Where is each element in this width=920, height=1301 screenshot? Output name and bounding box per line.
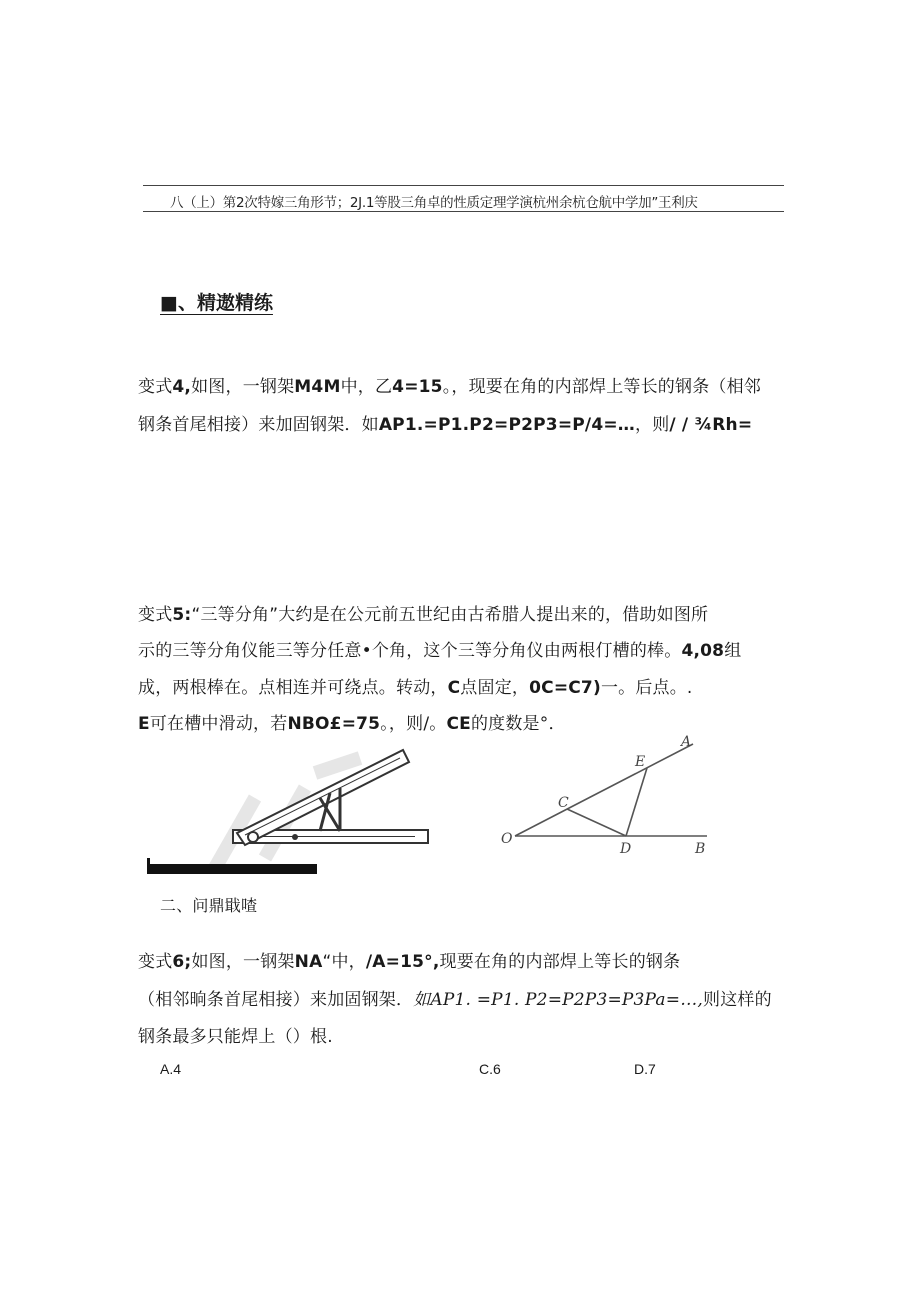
segment-ed <box>626 768 647 836</box>
q4-line-1: 变式4,如图，一钢架M4M中，乙4=15。，现要在角的内部焊上等长的钢条（相邻 <box>138 377 762 397</box>
q5-line-3: 成，两根棒在。点相连并可绕点。转动，C点固定，0C=C7)一。后点。. <box>138 678 693 698</box>
q5-line-1: 变式5:“三等分角”大约是在公元前五世纪由古希腊人提出来的，借助如图所 <box>138 605 709 625</box>
pivot-o <box>248 832 258 842</box>
q6-line-1: 变式6;如图，一钢架NA“中，/A=15°,现要在角的内部焊上等长的钢条 <box>138 952 681 972</box>
section-title-1: ■、精遨精练 <box>160 292 273 314</box>
option-d: D.7 <box>634 1061 656 1077</box>
option-a: A.4 <box>160 1061 182 1077</box>
label-d: D <box>620 841 632 857</box>
q5-line-2: 示的三等分角仪能三等分任意•个角，这个三等分角仪由两根仃槽的棒。4,08组 <box>138 641 742 661</box>
section-title-2: 二、问鼎戢喳 <box>160 896 258 915</box>
option-c: C.6 <box>479 1061 501 1077</box>
label-a: A <box>681 734 692 750</box>
label-b: B <box>695 841 706 857</box>
q4-line-2: 钢条首尾相接）来加固钢架．如AP1.=P1.P2=P2P3=P/4=…，则/ / ¾Rh= <box>138 415 753 435</box>
q6-line-3: 钢条最多只能焊上（）根. <box>138 1027 333 1047</box>
trisector-device-figure <box>145 738 445 878</box>
label-e: E <box>635 754 646 770</box>
page-header: 八（上）第2次特嫁三角形节；2J.1等股三角卓的性质定理学演杭州余杭仓航中学加”王利庆 <box>170 195 698 211</box>
label-o: O <box>501 831 513 847</box>
angle-diagram <box>495 730 720 860</box>
header-top-rule <box>143 185 784 186</box>
q6-line-2: （相邻晌条首尾相接）来加固钢架．如AP1. =P1. P2=P2P3=P3Pa=…,则这样的 <box>138 990 772 1010</box>
q5-line-4: E可在槽中滑动，若NBO£=75。，则/。CE的度数是°． <box>138 714 566 734</box>
pivot-d <box>292 834 298 840</box>
base-black-bar <box>147 864 317 874</box>
segment-cd <box>567 809 626 836</box>
label-c: C <box>558 795 569 811</box>
header-bottom-rule <box>143 211 784 212</box>
ray-oa <box>515 744 693 836</box>
